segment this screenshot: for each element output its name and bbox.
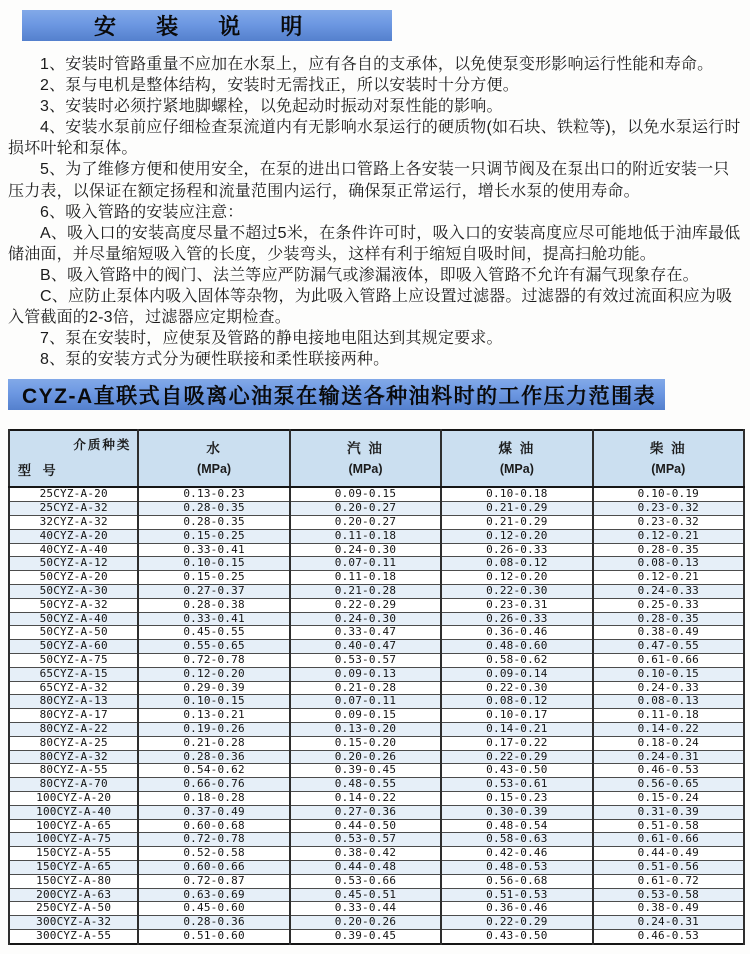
pressure-value-cell: 0.11-0.18 <box>290 529 441 543</box>
model-cell: 65CYZ-A-15 <box>9 667 138 681</box>
pressure-value-cell: 0.21-0.28 <box>290 584 441 598</box>
pressure-value-cell: 0.46-0.53 <box>593 764 744 778</box>
pressure-value-cell: 0.28-0.35 <box>593 612 744 626</box>
pressure-value-cell: 0.24-0.30 <box>290 543 441 557</box>
pressure-value-cell: 0.23-0.32 <box>593 502 744 516</box>
model-cell: 50CYZ-A-12 <box>9 557 138 571</box>
pressure-value-cell: 0.11-0.18 <box>593 709 744 723</box>
pressure-value-cell: 0.26-0.33 <box>441 543 592 557</box>
pressure-value-cell: 0.48-0.53 <box>441 860 592 874</box>
model-cell: 100CYZ-A-40 <box>9 805 138 819</box>
pressure-value-cell: 0.18-0.28 <box>138 791 289 805</box>
model-cell: 50CYZ-A-32 <box>9 598 138 612</box>
model-cell: 150CYZ-A-55 <box>9 847 138 861</box>
pressure-value-cell: 0.43-0.50 <box>441 764 592 778</box>
model-cell: 80CYZ-A-32 <box>9 750 138 764</box>
pressure-value-cell: 0.53-0.66 <box>290 874 441 888</box>
pressure-value-cell: 0.12-0.20 <box>138 667 289 681</box>
pressure-value-cell: 0.45-0.60 <box>138 902 289 916</box>
pressure-value-cell: 0.14-0.22 <box>290 791 441 805</box>
pressure-value-cell: 0.36-0.46 <box>441 626 592 640</box>
table-row <box>9 709 744 723</box>
pressure-value-cell: 0.40-0.47 <box>290 640 441 654</box>
model-cell: 50CYZ-A-30 <box>9 584 138 598</box>
pressure-value-cell: 0.54-0.62 <box>138 764 289 778</box>
pressure-value-cell: 0.10-0.17 <box>441 709 592 723</box>
pressure-value-cell: 0.08-0.12 <box>441 695 592 709</box>
pressure-value-cell: 0.55-0.65 <box>138 640 289 654</box>
section-title: 安 装 说 明 <box>94 14 320 39</box>
table-row <box>9 750 744 764</box>
table-row <box>9 640 744 654</box>
column-header <box>593 430 744 487</box>
pressure-value-cell: 0.66-0.76 <box>138 778 289 792</box>
pressure-value-cell: 0.60-0.66 <box>138 860 289 874</box>
table-row <box>9 736 744 750</box>
table-row <box>9 819 744 833</box>
instruction-item: 6、吸入管路的安装应注意： <box>40 203 244 221</box>
pressure-value-cell: 0.09-0.15 <box>290 709 441 723</box>
pressure-value-cell: 0.09-0.15 <box>290 487 441 501</box>
pressure-value-cell: 0.39-0.45 <box>290 764 441 778</box>
model-cell: 50CYZ-A-50 <box>9 626 138 640</box>
pressure-value-cell: 0.31-0.39 <box>593 805 744 819</box>
instruction-item: A、吸入口的安装高度尽量不超过5米，在条件许可时，吸入口的安装高度应尽可能地低于油库最低储油面，并尽量缩短吸入管的长度，少装弯头，这样有利于缩短自吸时间，提高扫舱功能。 <box>8 224 741 263</box>
pressure-value-cell: 0.29-0.39 <box>138 681 289 695</box>
pressure-value-cell: 0.23-0.31 <box>441 598 592 612</box>
pressure-value-cell: 0.72-0.87 <box>138 874 289 888</box>
pressure-table-wrapper <box>8 429 742 944</box>
instruction-item: 5、为了维修方便和使用安全，在泵的进出口管路上各安装一只调节阀及在泵出口的附近安装一只压力表，以保证在额定扬程和流量范围内运行，确保泵正常运行，增长水泵的使用寿命。 <box>8 161 730 200</box>
pressure-value-cell: 0.51-0.53 <box>441 888 592 902</box>
instruction-item: B、吸入管路中的阀门、法兰等应严防漏气或渗漏液体，即吸入管路不允许有漏气现象存在。 <box>40 266 699 284</box>
pressure-value-cell: 0.28-0.38 <box>138 598 289 612</box>
pressure-value-cell: 0.12-0.21 <box>593 571 744 585</box>
pressure-value-cell: 0.48-0.60 <box>441 640 592 654</box>
column-label: 柴 油 <box>649 440 687 456</box>
model-cell: 40CYZ-A-40 <box>9 543 138 557</box>
table-title: CYZ-A直联式自吸离心油泵在输送各种油料时的工作压力范围表 <box>22 384 657 408</box>
pressure-value-cell: 0.22-0.29 <box>441 750 592 764</box>
model-cell: 25CYZ-A-32 <box>9 502 138 516</box>
column-unit: (MPa) <box>348 461 383 476</box>
model-cell: 300CYZ-A-32 <box>9 916 138 930</box>
model-cell: 100CYZ-A-20 <box>9 791 138 805</box>
pressure-value-cell: 0.23-0.32 <box>593 516 744 530</box>
model-cell: 150CYZ-A-80 <box>9 874 138 888</box>
pressure-value-cell: 0.28-0.35 <box>138 502 289 516</box>
pressure-value-cell: 0.27-0.36 <box>290 805 441 819</box>
pressure-value-cell: 0.15-0.25 <box>138 529 289 543</box>
pressure-value-cell: 0.14-0.22 <box>593 722 744 736</box>
pressure-value-cell: 0.44-0.48 <box>290 860 441 874</box>
pressure-value-cell: 0.10-0.19 <box>593 487 744 501</box>
table-row <box>9 557 744 571</box>
table-row <box>9 667 744 681</box>
instruction-item: 4、安装水泵前应仔细检查泵流道内有无影响水泵运行的硬质物(如石块、铁粒等)，以免水泵运行时损坏叶轮和泵体。 <box>8 119 741 158</box>
pressure-value-cell: 0.51-0.60 <box>138 929 289 943</box>
pressure-value-cell: 0.60-0.68 <box>138 819 289 833</box>
pressure-value-cell: 0.52-0.58 <box>138 847 289 861</box>
pressure-value-cell: 0.72-0.78 <box>138 833 289 847</box>
pressure-value-cell: 0.20-0.27 <box>290 516 441 530</box>
pressure-value-cell: 0.10-0.18 <box>441 487 592 501</box>
model-cell: 50CYZ-A-20 <box>9 571 138 585</box>
pressure-value-cell: 0.15-0.24 <box>593 791 744 805</box>
instruction-item: 3、安装时必须拧紧地脚螺栓，以免起动时振动对泵性能的影响。 <box>40 98 503 116</box>
pressure-value-cell: 0.22-0.29 <box>441 916 592 930</box>
model-cell: 150CYZ-A-65 <box>9 860 138 874</box>
instruction-item: 8、泵的安装方式分为硬性联接和柔性联接两种。 <box>40 351 390 369</box>
model-cell: 100CYZ-A-75 <box>9 833 138 847</box>
instruction-item: 1、安装时管路重量不应加在水泵上，应有各自的支承体，以免使泵变形影响运行性能和寿命。 <box>40 56 714 73</box>
pressure-value-cell: 0.37-0.49 <box>138 805 289 819</box>
column-unit: (MPa) <box>499 461 534 476</box>
pressure-value-cell: 0.20-0.26 <box>290 750 441 764</box>
pressure-value-cell: 0.48-0.55 <box>290 778 441 792</box>
pressure-table <box>8 429 745 944</box>
pressure-value-cell: 0.46-0.53 <box>593 929 744 943</box>
table-row <box>9 805 744 819</box>
pressure-value-cell: 0.10-0.15 <box>593 667 744 681</box>
pressure-value-cell: 0.48-0.54 <box>441 819 592 833</box>
table-row <box>9 529 744 543</box>
pressure-value-cell: 0.22-0.30 <box>441 584 592 598</box>
pressure-value-cell: 0.24-0.33 <box>593 584 744 598</box>
table-body <box>9 487 744 943</box>
pressure-value-cell: 0.21-0.29 <box>441 516 592 530</box>
model-cell: 80CYZ-A-70 <box>9 778 138 792</box>
pressure-value-cell: 0.24-0.30 <box>290 612 441 626</box>
table-row <box>9 833 744 847</box>
pressure-value-cell: 0.24-0.31 <box>593 916 744 930</box>
pressure-value-cell: 0.08-0.13 <box>593 557 744 571</box>
pressure-value-cell: 0.33-0.44 <box>290 902 441 916</box>
pressure-value-cell: 0.14-0.21 <box>441 722 592 736</box>
pressure-value-cell: 0.53-0.57 <box>290 653 441 667</box>
pressure-value-cell: 0.20-0.27 <box>290 502 441 516</box>
column-label: 煤 油 <box>498 440 536 456</box>
model-cell: 40CYZ-A-20 <box>9 529 138 543</box>
pressure-value-cell: 0.28-0.35 <box>593 543 744 557</box>
pressure-value-cell: 0.12-0.20 <box>441 571 592 585</box>
pressure-value-cell: 0.10-0.15 <box>138 557 289 571</box>
model-cell: 65CYZ-A-32 <box>9 681 138 695</box>
pressure-value-cell: 0.61-0.72 <box>593 874 744 888</box>
column-label: 汽 油 <box>347 440 384 456</box>
pressure-value-cell: 0.09-0.14 <box>441 667 592 681</box>
pressure-value-cell: 0.12-0.20 <box>441 529 592 543</box>
pressure-value-cell: 0.30-0.39 <box>441 805 592 819</box>
model-cell: 300CYZ-A-55 <box>9 929 138 943</box>
model-cell: 80CYZ-A-17 <box>9 709 138 723</box>
pressure-value-cell: 0.13-0.23 <box>138 487 289 501</box>
pressure-value-cell: 0.33-0.41 <box>138 612 289 626</box>
pressure-value-cell: 0.53-0.61 <box>441 778 592 792</box>
table-row <box>9 874 744 888</box>
table-row <box>9 543 744 557</box>
table-title-bar <box>8 379 665 410</box>
pressure-value-cell: 0.08-0.13 <box>593 695 744 709</box>
pressure-value-cell: 0.58-0.63 <box>441 833 592 847</box>
pressure-value-cell: 0.28-0.35 <box>138 516 289 530</box>
pressure-value-cell: 0.22-0.30 <box>441 681 592 695</box>
model-cell: 50CYZ-A-60 <box>9 640 138 654</box>
pressure-value-cell: 0.38-0.49 <box>593 902 744 916</box>
pressure-value-cell: 0.25-0.33 <box>593 598 744 612</box>
corner-label-medium-type: 介质种类 <box>73 438 132 453</box>
table-row <box>9 502 744 516</box>
table-row <box>9 487 744 501</box>
table-row <box>9 571 744 585</box>
pressure-value-cell: 0.17-0.22 <box>441 736 592 750</box>
pressure-value-cell: 0.51-0.58 <box>593 819 744 833</box>
pressure-value-cell: 0.53-0.57 <box>290 833 441 847</box>
pressure-value-cell: 0.10-0.15 <box>138 695 289 709</box>
table-row <box>9 516 744 530</box>
table-row <box>9 584 744 598</box>
model-cell: 100CYZ-A-65 <box>9 819 138 833</box>
corner-label-model: 型 号 <box>18 462 60 478</box>
pressure-value-cell: 0.47-0.55 <box>593 640 744 654</box>
pressure-value-cell: 0.44-0.49 <box>593 847 744 861</box>
pressure-value-cell: 0.13-0.21 <box>138 709 289 723</box>
model-cell: 50CYZ-A-40 <box>9 612 138 626</box>
pressure-value-cell: 0.08-0.12 <box>441 557 592 571</box>
table-row <box>9 847 744 861</box>
instructions-list <box>8 54 744 370</box>
pressure-value-cell: 0.07-0.11 <box>290 695 441 709</box>
pressure-value-cell: 0.24-0.31 <box>593 750 744 764</box>
pressure-value-cell: 0.28-0.36 <box>138 750 289 764</box>
model-cell: 80CYZ-A-55 <box>9 764 138 778</box>
pressure-value-cell: 0.12-0.21 <box>593 529 744 543</box>
column-unit: (MPa) <box>197 461 232 476</box>
pressure-value-cell: 0.18-0.24 <box>593 736 744 750</box>
pressure-value-cell: 0.56-0.68 <box>441 874 592 888</box>
pressure-value-cell: 0.26-0.33 <box>441 612 592 626</box>
pressure-value-cell: 0.63-0.69 <box>138 888 289 902</box>
pressure-value-cell: 0.36-0.46 <box>441 902 592 916</box>
pressure-value-cell: 0.44-0.50 <box>290 819 441 833</box>
pressure-value-cell: 0.21-0.29 <box>441 502 592 516</box>
pressure-value-cell: 0.33-0.41 <box>138 543 289 557</box>
column-unit: (MPa) <box>651 461 686 476</box>
model-cell: 80CYZ-A-22 <box>9 722 138 736</box>
pressure-value-cell: 0.53-0.58 <box>593 888 744 902</box>
table-row <box>9 626 744 640</box>
pressure-value-cell: 0.58-0.62 <box>441 653 592 667</box>
pressure-value-cell: 0.21-0.28 <box>290 681 441 695</box>
pressure-value-cell: 0.45-0.51 <box>290 888 441 902</box>
table-row <box>9 722 744 736</box>
pressure-value-cell: 0.61-0.66 <box>593 653 744 667</box>
pressure-value-cell: 0.38-0.42 <box>290 847 441 861</box>
pressure-value-cell: 0.20-0.26 <box>290 916 441 930</box>
pressure-value-cell: 0.43-0.50 <box>441 929 592 943</box>
model-cell: 200CYZ-A-63 <box>9 888 138 902</box>
pressure-value-cell: 0.15-0.23 <box>441 791 592 805</box>
table-row <box>9 791 744 805</box>
model-cell: 32CYZ-A-32 <box>9 516 138 530</box>
table-row <box>9 860 744 874</box>
pressure-value-cell: 0.45-0.55 <box>138 626 289 640</box>
pressure-value-cell: 0.24-0.33 <box>593 681 744 695</box>
column-header <box>441 430 592 487</box>
pressure-value-cell: 0.21-0.28 <box>138 736 289 750</box>
pressure-value-cell: 0.27-0.37 <box>138 584 289 598</box>
table-row <box>9 681 744 695</box>
instruction-item: 7、泵在安装时，应使泵及管路的静电接地电阻达到其规定要求。 <box>40 330 503 348</box>
table-row <box>9 916 744 930</box>
table-row <box>9 929 744 943</box>
pressure-value-cell: 0.33-0.47 <box>290 626 441 640</box>
pressure-value-cell: 0.42-0.46 <box>441 847 592 861</box>
column-header <box>138 430 289 487</box>
pressure-value-cell: 0.22-0.29 <box>290 598 441 612</box>
model-cell: 50CYZ-A-75 <box>9 653 138 667</box>
pressure-value-cell: 0.61-0.66 <box>593 833 744 847</box>
pressure-value-cell: 0.15-0.25 <box>138 571 289 585</box>
instruction-item: 2、泵与电机是整体结构，安装时无需找正，所以安装时十分方便。 <box>40 77 519 95</box>
pressure-value-cell: 0.11-0.18 <box>290 571 441 585</box>
instruction-item: C、应防止泵体内吸入固体等杂物，为此吸入管路上应设置过滤器。过滤器的有效过流面积应为吸入管截面的2-3倍，过滤器应定期检查。 <box>8 288 733 327</box>
pressure-value-cell: 0.38-0.49 <box>593 626 744 640</box>
model-cell: 250CYZ-A-50 <box>9 902 138 916</box>
pressure-value-cell: 0.13-0.20 <box>290 722 441 736</box>
pressure-value-cell: 0.19-0.26 <box>138 722 289 736</box>
pressure-value-cell: 0.56-0.65 <box>593 778 744 792</box>
table-row <box>9 598 744 612</box>
table-row <box>9 888 744 902</box>
pressure-value-cell: 0.39-0.45 <box>290 929 441 943</box>
table-row <box>9 764 744 778</box>
table-row <box>9 653 744 667</box>
pressure-value-cell: 0.09-0.13 <box>290 667 441 681</box>
model-cell: 25CYZ-A-20 <box>9 487 138 501</box>
table-row <box>9 695 744 709</box>
model-cell: 80CYZ-A-25 <box>9 736 138 750</box>
table-row <box>9 778 744 792</box>
header-row <box>9 430 744 487</box>
table-row <box>9 902 744 916</box>
model-cell: 80CYZ-A-13 <box>9 695 138 709</box>
table-row <box>9 612 744 626</box>
section-title-bar <box>22 10 392 41</box>
pressure-value-cell: 0.28-0.36 <box>138 916 289 930</box>
corner-header-cell <box>9 430 138 487</box>
pressure-value-cell: 0.51-0.56 <box>593 860 744 874</box>
column-label: 水 <box>206 440 222 456</box>
pressure-value-cell: 0.07-0.11 <box>290 557 441 571</box>
pressure-value-cell: 0.15-0.20 <box>290 736 441 750</box>
column-header <box>290 430 441 487</box>
pressure-value-cell: 0.72-0.78 <box>138 653 289 667</box>
